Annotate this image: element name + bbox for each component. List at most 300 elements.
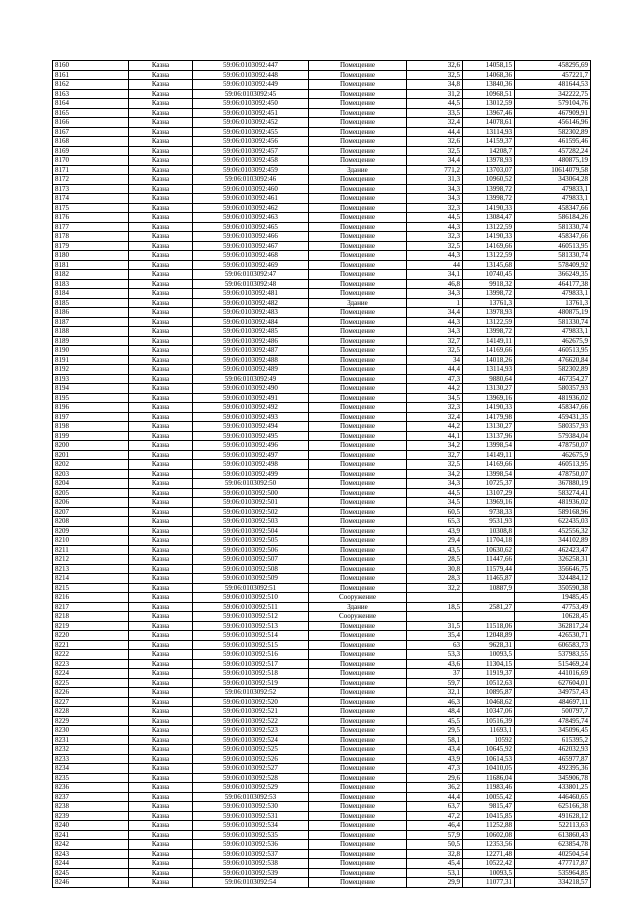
table-row xyxy=(53,802,591,812)
holder-cell: Казна xyxy=(129,393,193,403)
table-row xyxy=(53,184,591,194)
cadastral-number-cell: 59:06:0103092:535 xyxy=(193,830,309,840)
cadastral-value-cell: 580357,93 xyxy=(515,384,591,394)
holder-cell: Казна xyxy=(129,868,193,878)
holder-cell: Казна xyxy=(129,61,193,71)
area-cell: 58,1 xyxy=(407,735,463,745)
cadastral-value-cell: 458295,69 xyxy=(515,61,591,71)
object-type-cell: Помещение xyxy=(309,403,407,413)
unit-value-cell: 13998,54 xyxy=(463,469,515,479)
cadastral-value-cell: 47753,49 xyxy=(515,602,591,612)
area-cell: 34,5 xyxy=(407,393,463,403)
row-number-cell: 8176 xyxy=(53,213,129,223)
holder-cell: Казна xyxy=(129,118,193,128)
object-type-cell: Помещение xyxy=(309,659,407,669)
cadastral-value-cell: 461595,46 xyxy=(515,137,591,147)
area-cell: 46,3 xyxy=(407,697,463,707)
row-number-cell: 8182 xyxy=(53,270,129,280)
area-cell: 63,7 xyxy=(407,802,463,812)
object-type-cell: Помещение xyxy=(309,821,407,831)
cadastral-value-cell: 349757,43 xyxy=(515,688,591,698)
row-number-cell: 8236 xyxy=(53,783,129,793)
unit-value-cell: 13998,72 xyxy=(463,289,515,299)
unit-value-cell xyxy=(463,593,515,603)
area-cell: 32,5 xyxy=(407,146,463,156)
cadastral-number-cell: 59:06:0103092:47 xyxy=(193,270,309,280)
table-row xyxy=(53,583,591,593)
object-type-cell: Помещение xyxy=(309,754,407,764)
object-type-cell: Помещение xyxy=(309,802,407,812)
row-number-cell: 8229 xyxy=(53,716,129,726)
cadastral-value-cell: 342222,75 xyxy=(515,89,591,99)
holder-cell: Казна xyxy=(129,745,193,755)
row-number-cell: 8170 xyxy=(53,156,129,166)
row-number-cell: 8203 xyxy=(53,469,129,479)
unit-value-cell: 10960,52 xyxy=(463,175,515,185)
holder-cell: Казна xyxy=(129,669,193,679)
row-number-cell: 8222 xyxy=(53,650,129,660)
row-number-cell: 8238 xyxy=(53,802,129,812)
cadastral-number-cell: 59:06:0103092:530 xyxy=(193,802,309,812)
row-number-cell: 8205 xyxy=(53,488,129,498)
object-type-cell: Помещение xyxy=(309,498,407,508)
holder-cell: Казна xyxy=(129,612,193,622)
table-row xyxy=(53,821,591,831)
cadastral-number-cell: 59:06:0103092:519 xyxy=(193,678,309,688)
table-row xyxy=(53,165,591,175)
unit-value-cell: 10522,42 xyxy=(463,859,515,869)
cadastral-value-cell: 581330,74 xyxy=(515,251,591,261)
object-type-cell: Помещение xyxy=(309,127,407,137)
holder-cell: Казна xyxy=(129,878,193,888)
area-cell: 28,3 xyxy=(407,574,463,584)
table-row xyxy=(53,270,591,280)
row-number-cell: 8175 xyxy=(53,203,129,213)
cadastral-value-cell: 481936,02 xyxy=(515,393,591,403)
unit-value-cell: 12271,48 xyxy=(463,849,515,859)
cadastral-number-cell: 59:06:0103092:502 xyxy=(193,507,309,517)
area-cell: 36,2 xyxy=(407,783,463,793)
holder-cell: Казна xyxy=(129,811,193,821)
row-number-cell: 8215 xyxy=(53,583,129,593)
unit-value-cell: 11919,37 xyxy=(463,669,515,679)
table-row xyxy=(53,441,591,451)
table-row xyxy=(53,469,591,479)
cadastral-value-cell: 460513,95 xyxy=(515,241,591,251)
cadastral-value-cell: 582302,89 xyxy=(515,127,591,137)
area-cell: 32,4 xyxy=(407,412,463,422)
object-type-cell: Помещение xyxy=(309,773,407,783)
unit-value-cell: 14018,26 xyxy=(463,355,515,365)
holder-cell: Казна xyxy=(129,222,193,232)
cadastral-value-cell: 457282,24 xyxy=(515,146,591,156)
area-cell: 44,5 xyxy=(407,99,463,109)
holder-cell: Казна xyxy=(129,792,193,802)
cadastral-value-cell: 458347,66 xyxy=(515,203,591,213)
row-number-cell: 8204 xyxy=(53,479,129,489)
object-type-cell: Помещение xyxy=(309,555,407,565)
object-type-cell: Помещение xyxy=(309,184,407,194)
unit-value-cell: 13114,93 xyxy=(463,127,515,137)
cadastral-number-cell: 59:06:0103092:463 xyxy=(193,213,309,223)
cadastral-number-cell: 59:06:0103092:501 xyxy=(193,498,309,508)
unit-value-cell: 11077,31 xyxy=(463,878,515,888)
area-cell: 48,4 xyxy=(407,707,463,717)
cadastral-number-cell: 59:06:0103092:505 xyxy=(193,536,309,546)
object-type-cell: Помещение xyxy=(309,536,407,546)
holder-cell: Казна xyxy=(129,802,193,812)
object-type-cell: Помещение xyxy=(309,878,407,888)
object-type-cell: Помещение xyxy=(309,479,407,489)
holder-cell: Казна xyxy=(129,184,193,194)
cadastral-number-cell: 59:06:0103092:495 xyxy=(193,431,309,441)
unit-value-cell: 13998,72 xyxy=(463,194,515,204)
cadastral-value-cell: 582302,89 xyxy=(515,365,591,375)
row-number-cell: 8173 xyxy=(53,184,129,194)
object-type-cell: Помещение xyxy=(309,251,407,261)
table-row xyxy=(53,365,591,375)
table-row xyxy=(53,175,591,185)
cadastral-number-cell: 59:06:0103092:491 xyxy=(193,393,309,403)
area-cell: 32,2 xyxy=(407,583,463,593)
holder-cell: Казна xyxy=(129,707,193,717)
cadastral-number-cell: 59:06:0103092:503 xyxy=(193,517,309,527)
holder-cell: Казна xyxy=(129,412,193,422)
area-cell: 50,5 xyxy=(407,840,463,850)
unit-value-cell: 10512,63 xyxy=(463,678,515,688)
object-type-cell: Помещение xyxy=(309,716,407,726)
area-cell: 44,4 xyxy=(407,792,463,802)
row-number-cell: 8232 xyxy=(53,745,129,755)
cadastral-value-cell: 481644,53 xyxy=(515,80,591,90)
row-number-cell: 8198 xyxy=(53,422,129,432)
object-type-cell: Здание xyxy=(309,298,407,308)
holder-cell: Казна xyxy=(129,450,193,460)
cadastral-number-cell: 59:06:0103092:468 xyxy=(193,251,309,261)
row-number-cell: 8237 xyxy=(53,792,129,802)
cadastral-value-cell: 458347,66 xyxy=(515,403,591,413)
cadastral-value-cell: 583274,41 xyxy=(515,488,591,498)
object-type-cell: Помещение xyxy=(309,745,407,755)
area-cell: 18,5 xyxy=(407,602,463,612)
holder-cell: Казна xyxy=(129,403,193,413)
cadastral-value-cell: 481936,02 xyxy=(515,498,591,508)
row-number-cell: 8166 xyxy=(53,118,129,128)
unit-value-cell: 9531,93 xyxy=(463,517,515,527)
unit-value-cell: 10968,51 xyxy=(463,89,515,99)
row-number-cell: 8187 xyxy=(53,317,129,327)
table-row xyxy=(53,678,591,688)
object-type-cell: Помещение xyxy=(309,811,407,821)
cadastral-value-cell: 580357,93 xyxy=(515,422,591,432)
holder-cell: Казна xyxy=(129,384,193,394)
cadastral-number-cell: 59:06:0103092:461 xyxy=(193,194,309,204)
unit-value-cell: 13114,93 xyxy=(463,365,515,375)
holder-cell: Казна xyxy=(129,640,193,650)
row-number-cell: 8235 xyxy=(53,773,129,783)
unit-value-cell: 10410,05 xyxy=(463,764,515,774)
cadastral-number-cell: 59:06:0103092:482 xyxy=(193,298,309,308)
table-row xyxy=(53,792,591,802)
row-number-cell: 8191 xyxy=(53,355,129,365)
holder-cell: Казна xyxy=(129,650,193,660)
unit-value-cell: 10468,62 xyxy=(463,697,515,707)
cadastral-value-cell: 462675,9 xyxy=(515,336,591,346)
table-row xyxy=(53,213,591,223)
object-type-cell: Помещение xyxy=(309,507,407,517)
row-number-cell: 8197 xyxy=(53,412,129,422)
row-number-cell: 8188 xyxy=(53,327,129,337)
cadastral-number-cell: 59:06:0103092:521 xyxy=(193,707,309,717)
unit-value-cell: 14190,33 xyxy=(463,232,515,242)
holder-cell: Казна xyxy=(129,108,193,118)
cadastral-number-cell: 59:06:0103092:492 xyxy=(193,403,309,413)
table-row xyxy=(53,393,591,403)
object-type-cell: Помещение xyxy=(309,393,407,403)
unit-value-cell: 10895,87 xyxy=(463,688,515,698)
area-cell: 32,5 xyxy=(407,241,463,251)
table-row xyxy=(53,450,591,460)
table-row xyxy=(53,156,591,166)
cadastral-number-cell: 59:06:0103092:467 xyxy=(193,241,309,251)
area-cell: 32,7 xyxy=(407,450,463,460)
holder-cell: Казна xyxy=(129,127,193,137)
area-cell: 34,4 xyxy=(407,308,463,318)
area-cell: 29,5 xyxy=(407,726,463,736)
cadastral-number-cell: 59:06:0103092:510 xyxy=(193,593,309,603)
unit-value-cell: 14159,37 xyxy=(463,137,515,147)
row-number-cell: 8184 xyxy=(53,289,129,299)
property-register-table xyxy=(52,60,591,888)
object-type-cell: Помещение xyxy=(309,517,407,527)
object-type-cell: Помещение xyxy=(309,232,407,242)
unit-value-cell: 14149,11 xyxy=(463,450,515,460)
cadastral-number-cell: 59:06:0103092:490 xyxy=(193,384,309,394)
cadastral-value-cell: 477717,87 xyxy=(515,859,591,869)
cadastral-number-cell: 59:06:0103092:54 xyxy=(193,878,309,888)
area-cell: 34,5 xyxy=(407,498,463,508)
table-row xyxy=(53,412,591,422)
cadastral-number-cell: 59:06:0103092:456 xyxy=(193,137,309,147)
object-type-cell: Помещение xyxy=(309,849,407,859)
cadastral-number-cell: 59:06:0103092:520 xyxy=(193,697,309,707)
cadastral-value-cell: 623854,78 xyxy=(515,840,591,850)
cadastral-value-cell: 462675,9 xyxy=(515,450,591,460)
holder-cell: Казна xyxy=(129,327,193,337)
cadastral-number-cell: 59:06:0103092:448 xyxy=(193,70,309,80)
object-type-cell: Помещение xyxy=(309,118,407,128)
cadastral-value-cell: 334218,57 xyxy=(515,878,591,888)
row-number-cell: 8211 xyxy=(53,545,129,555)
cadastral-number-cell: 59:06:0103092:514 xyxy=(193,631,309,641)
object-type-cell: Помещение xyxy=(309,289,407,299)
cadastral-number-cell: 59:06:0103092:526 xyxy=(193,754,309,764)
table-row xyxy=(53,650,591,660)
table-row xyxy=(53,327,591,337)
cadastral-value-cell: 467354,27 xyxy=(515,374,591,384)
table-row xyxy=(53,773,591,783)
holder-cell: Казна xyxy=(129,251,193,261)
cadastral-number-cell: 59:06:0103092:483 xyxy=(193,308,309,318)
unit-value-cell: 11465,87 xyxy=(463,574,515,584)
cadastral-value-cell: 480875,19 xyxy=(515,308,591,318)
area-cell: 32,3 xyxy=(407,403,463,413)
unit-value-cell: 13967,46 xyxy=(463,108,515,118)
object-type-cell: Помещение xyxy=(309,564,407,574)
cadastral-value-cell: 484697,11 xyxy=(515,697,591,707)
area-cell: 32,3 xyxy=(407,232,463,242)
object-type-cell: Помещение xyxy=(309,859,407,869)
cadastral-number-cell: 59:06:0103092:447 xyxy=(193,61,309,71)
unit-value-cell: 14078,61 xyxy=(463,118,515,128)
table-row xyxy=(53,669,591,679)
cadastral-value-cell: 345096,45 xyxy=(515,726,591,736)
row-number-cell: 8210 xyxy=(53,536,129,546)
table-row xyxy=(53,830,591,840)
cadastral-number-cell: 59:06:0103092:523 xyxy=(193,726,309,736)
row-number-cell: 8194 xyxy=(53,384,129,394)
object-type-cell: Помещение xyxy=(309,526,407,536)
object-type-cell: Помещение xyxy=(309,697,407,707)
row-number-cell: 8233 xyxy=(53,754,129,764)
area-cell: 32,4 xyxy=(407,118,463,128)
object-type-cell: Помещение xyxy=(309,213,407,223)
cadastral-number-cell: 59:06:0103092:496 xyxy=(193,441,309,451)
area-cell: 33,5 xyxy=(407,108,463,118)
unit-value-cell: 14208,7 xyxy=(463,146,515,156)
area-cell: 32,1 xyxy=(407,688,463,698)
cadastral-value-cell: 578409,92 xyxy=(515,260,591,270)
object-type-cell: Помещение xyxy=(309,678,407,688)
object-type-cell: Помещение xyxy=(309,650,407,660)
area-cell xyxy=(407,593,463,603)
unit-value-cell: 11447,66 xyxy=(463,555,515,565)
holder-cell: Казна xyxy=(129,574,193,584)
area-cell: 43,5 xyxy=(407,545,463,555)
row-number-cell: 8185 xyxy=(53,298,129,308)
cadastral-number-cell: 59:06:0103092:511 xyxy=(193,602,309,612)
table-row xyxy=(53,498,591,508)
row-number-cell: 8207 xyxy=(53,507,129,517)
unit-value-cell: 13703,07 xyxy=(463,165,515,175)
cadastral-number-cell: 59:06:0103092:466 xyxy=(193,232,309,242)
area-cell: 1 xyxy=(407,298,463,308)
row-number-cell: 8178 xyxy=(53,232,129,242)
holder-cell: Казна xyxy=(129,840,193,850)
area-cell: 32,7 xyxy=(407,336,463,346)
cadastral-value-cell: 433801,25 xyxy=(515,783,591,793)
cadastral-number-cell: 59:06:0103092:485 xyxy=(193,327,309,337)
object-type-cell: Помещение xyxy=(309,260,407,270)
object-type-cell: Помещение xyxy=(309,545,407,555)
object-type-cell: Помещение xyxy=(309,621,407,631)
cadastral-value-cell: 478750,07 xyxy=(515,441,591,451)
object-type-cell: Помещение xyxy=(309,194,407,204)
object-type-cell: Помещение xyxy=(309,336,407,346)
table-row xyxy=(53,631,591,641)
table-row xyxy=(53,640,591,650)
row-number-cell: 8160 xyxy=(53,61,129,71)
holder-cell: Казна xyxy=(129,659,193,669)
table-row xyxy=(53,688,591,698)
holder-cell: Казна xyxy=(129,830,193,840)
object-type-cell: Помещение xyxy=(309,412,407,422)
object-type-cell: Помещение xyxy=(309,108,407,118)
object-type-cell: Помещение xyxy=(309,365,407,375)
cadastral-value-cell: 462032,93 xyxy=(515,745,591,755)
table-row xyxy=(53,517,591,527)
cadastral-value-cell: 350590,38 xyxy=(515,583,591,593)
cadastral-number-cell: 59:06:0103092:507 xyxy=(193,555,309,565)
cadastral-number-cell: 59:06:0103092:451 xyxy=(193,108,309,118)
cadastral-number-cell: 59:06:0103092:49 xyxy=(193,374,309,384)
cadastral-value-cell: 344102,89 xyxy=(515,536,591,546)
cadastral-value-cell: 491628,12 xyxy=(515,811,591,821)
area-cell: 44,3 xyxy=(407,317,463,327)
holder-cell: Казна xyxy=(129,346,193,356)
cadastral-number-cell: 59:06:0103092:515 xyxy=(193,640,309,650)
area-cell: 34,8 xyxy=(407,80,463,90)
holder-cell: Казна xyxy=(129,545,193,555)
holder-cell: Казна xyxy=(129,308,193,318)
table-row xyxy=(53,137,591,147)
object-type-cell: Помещение xyxy=(309,707,407,717)
table-row xyxy=(53,308,591,318)
row-number-cell: 8199 xyxy=(53,431,129,441)
cadastral-value-cell: 426530,71 xyxy=(515,631,591,641)
row-number-cell: 8193 xyxy=(53,374,129,384)
area-cell: 59,7 xyxy=(407,678,463,688)
cadastral-number-cell: 59:06:0103092:517 xyxy=(193,659,309,669)
table-row xyxy=(53,251,591,261)
table-row xyxy=(53,536,591,546)
area-cell: 32,5 xyxy=(407,346,463,356)
area-cell: 43,4 xyxy=(407,745,463,755)
cadastral-number-cell: 59:06:0103092:487 xyxy=(193,346,309,356)
area-cell: 43,9 xyxy=(407,526,463,536)
unit-value-cell: 14169,66 xyxy=(463,241,515,251)
row-number-cell: 8244 xyxy=(53,859,129,869)
holder-cell: Казна xyxy=(129,289,193,299)
table-row xyxy=(53,260,591,270)
table-row xyxy=(53,849,591,859)
holder-cell: Казна xyxy=(129,146,193,156)
row-number-cell: 8213 xyxy=(53,564,129,574)
cadastral-number-cell: 59:06:0103092:45 xyxy=(193,89,309,99)
holder-cell: Казна xyxy=(129,460,193,470)
cadastral-value-cell: 515469,24 xyxy=(515,659,591,669)
cadastral-value-cell: 457221,7 xyxy=(515,70,591,80)
object-type-cell: Помещение xyxy=(309,764,407,774)
row-number-cell: 8226 xyxy=(53,688,129,698)
table-row xyxy=(53,726,591,736)
cadastral-number-cell: 59:06:0103092:484 xyxy=(193,317,309,327)
table-row xyxy=(53,764,591,774)
unit-value-cell: 13998,72 xyxy=(463,327,515,337)
table-row xyxy=(53,545,591,555)
cadastral-value-cell: 586184,26 xyxy=(515,213,591,223)
object-type-cell: Помещение xyxy=(309,431,407,441)
cadastral-value-cell: 464177,38 xyxy=(515,279,591,289)
table-row xyxy=(53,336,591,346)
area-cell: 46,8 xyxy=(407,279,463,289)
cadastral-value-cell: 492395,36 xyxy=(515,764,591,774)
cadastral-value-cell: 579384,04 xyxy=(515,431,591,441)
holder-cell: Казна xyxy=(129,241,193,251)
cadastral-value-cell: 500797,7 xyxy=(515,707,591,717)
table-row xyxy=(53,80,591,90)
cadastral-number-cell: 59:06:0103092:499 xyxy=(193,469,309,479)
